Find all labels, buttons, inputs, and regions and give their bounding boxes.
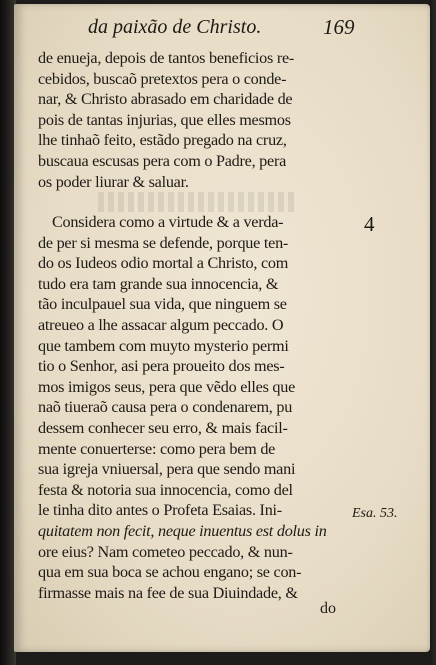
text-line: de enueja, depois de tantos beneficios re- <box>38 49 295 67</box>
text-line: do os Iudeos odio mortal a Christo, com <box>38 254 289 273</box>
text-line: tio o Senhor, asi pera proueito dos mes- <box>38 357 285 376</box>
text-line: le tinha dito antes o Profeta Esaias. Ini- <box>38 501 282 520</box>
page-header <box>14 16 430 44</box>
text-line: buscaua escusas pera com o Padre, pera <box>38 151 287 170</box>
text-line: atreueo a lhe assacar algum peccado. O <box>38 315 284 334</box>
page-edge <box>430 0 436 665</box>
text-line: que tambem com muyto mysterio permi <box>38 336 289 355</box>
text-line: ore eius? Nam cometeo peccado, & nun- <box>38 542 293 561</box>
text-line: festa & notoria sua innocencia, como del <box>38 480 293 499</box>
running-head: da paixão de Christo. <box>88 16 262 38</box>
text-line: cebidos, buscaõ pretextos pera o conde- <box>38 69 287 88</box>
text-line: tudo era tam grande sua innocencia, & <box>38 274 279 293</box>
text-line: sua igreja vniuersal, pera que sendo mani <box>38 460 296 479</box>
text-line: naõ tiueraõ causa pera o condenarem, pu <box>38 398 293 417</box>
latin-quote: quitatem non fecit, neque inuentus est dolus in <box>38 521 327 540</box>
text-line: lhe tinhaõ feito, estãdo pregado na cruz, <box>38 131 287 150</box>
text-line: nar, & Christo abrasado em charidade de <box>38 90 293 109</box>
paragraph-1 <box>38 48 350 192</box>
text-line: tão inculpauel sua vida, que ninguem se <box>38 295 287 314</box>
marginal-reference: Esa. 53. <box>352 506 398 521</box>
text-line: os poder liurar & saluar. <box>38 172 189 191</box>
text-line: firmasse mais na fee de sua Diuindade, & <box>38 583 298 602</box>
text-line: pois de tantas injurias, que elles mesmos <box>38 110 291 129</box>
text-line: de per si mesma se defende, porque ten- <box>38 233 289 252</box>
text-line: mente conuerterse: como pera bem de <box>38 439 276 458</box>
paragraph-2 <box>38 212 350 603</box>
text-line: mos imigos seus, pera que vẽdo elles que <box>38 377 296 396</box>
text-line: dessem conhecer seu erro, & mais facil- <box>38 418 288 437</box>
page-number: 169 <box>323 15 355 39</box>
latin-quote-line <box>38 521 350 542</box>
book-page <box>14 4 430 652</box>
catchword: do <box>320 600 336 617</box>
show-through-text <box>94 192 294 212</box>
section-number: 4 <box>364 212 375 236</box>
text-line: qua em sua boca se achou engano; se con- <box>38 563 302 582</box>
text-line: Considera como a virtude & a verda- <box>52 213 284 231</box>
